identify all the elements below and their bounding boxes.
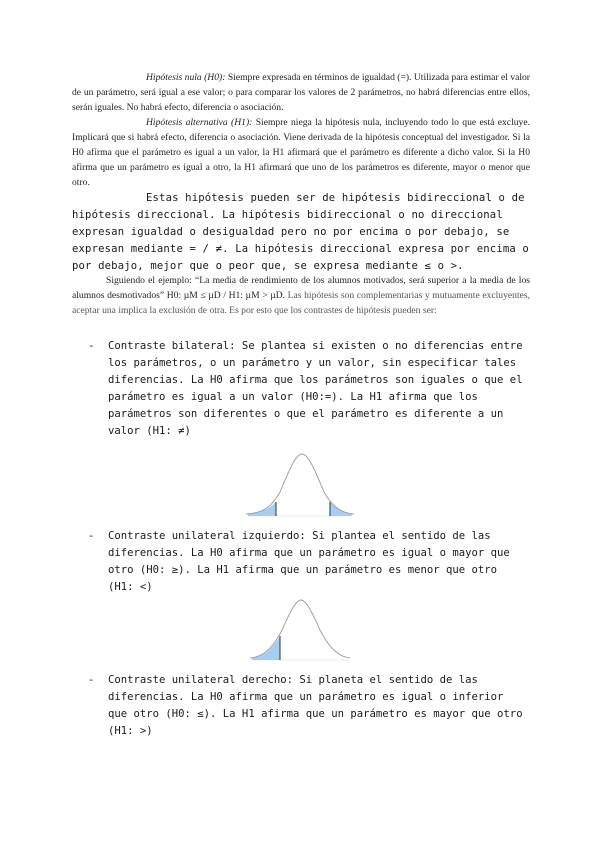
h1-text: Siempre niega la hipótesis nula, incluyendo todo lo que está excluye. Implicará que si habrá efecto, diferencia o asociación. Viene derivada de la hipótesis conceptual del investigador. Si la H0 afirma que el parámetro es igual a un valor, la H1 afirmará que el parámetro es diferente a dicho valor. Si la H0 afirma que un parámetro es igual a otro, la H1 afirmará que uno de los parámetros es diferente, mayor o menor que otro.: [72, 117, 530, 188]
tick-label: .: [300, 517, 301, 520]
bullet-bilateral-text: Contraste bilateral: Se plantea si existen o no diferencias entre los parámetros, o un parámetro y un valor, sin especificar tales diferencias. La H0 afirma que los parámetros son iguales o que el parámetro es igual a un valor (H0:=). La H1 afirma que los parámetros son diferentes o que el parámetro es diferente a un valor (H1: ≠): [108, 340, 523, 437]
bullet-unilateral-left-text: Contraste unilateral izquierdo: Si plantea el sentido de las diferencias. La H0 afirma que un parámetro es igual o mayor que otro (H0: ≥). La H1 afirma que un parámetro es menor que otro (H1: <): [108, 530, 510, 593]
bullet-dash: -: [88, 674, 95, 686]
example-text: Siguiendo el ejemplo: “La media de rendimiento de los alumnos motivados, será superior a la media de los alumnos desmotivados” H0: µM ≤ µD / H1: µM > µD.: [72, 275, 530, 301]
bilateral-curve-figure: [238, 452, 358, 520]
h1-label: Hipótesis alternativa (H1):: [146, 117, 253, 128]
bullet-unilateral-right-text: Contraste unilateral derecho: Si planeta el sentido de las diferencias. La H0 afirma que un parámetro es igual o inferior que otro (H0: ≤). La H1 afirma que un parámetro es mayor que otro (H1: >): [108, 674, 523, 737]
bullet-dash: -: [88, 530, 95, 542]
tick-label: .: [340, 517, 341, 520]
tick-label: .: [260, 517, 261, 520]
bullet-unilateral-left: [88, 528, 528, 596]
directional-text: Estas hipótesis pueden ser de hipótesis bidireccional o de hipótesis direccional. La hipótesis bidireccional o no direccional expresan igualdad o desigualdad pero no por encima o por debajo, se expresan mediante = / ≠. La hipótesis direccional expresa por encima o por debajo, mejor que o peor que, se expresa mediante ≤ o >.: [72, 192, 529, 272]
left-unilateral-curve-figure: [244, 596, 354, 666]
hypothesis-definitions: [72, 70, 530, 190]
bullet-unilateral-right: [88, 672, 528, 740]
normal-curve: [250, 600, 350, 658]
h0-paragraph: [72, 70, 530, 115]
bullet-bilateral: [88, 338, 528, 440]
h1-paragraph: [72, 115, 530, 190]
example-paragraph: [72, 273, 530, 318]
h0-label: Hipótesis nula (H0):: [146, 72, 226, 83]
right-tail-shade: [330, 502, 352, 516]
bullet-dash: -: [88, 340, 95, 352]
h0-text: Siempre expresada en términos de igualdad (=). Utilizada para estimar el valor de un parámetro, será igual a ese valor; o para comparar los valores de 2 parámetros, no habrá diferencias entre ellos, serán iguales. No habrá efecto, diferencia o asociación.: [72, 72, 530, 113]
normal-curve: [246, 454, 354, 514]
directional-paragraph: [72, 190, 532, 275]
example-rest: Las hipótesis son complementarias y mutuamente excluyentes, aceptar una implica la exclusión de otra. Es por esto que los contrastes de hipótesis pueden ser:: [72, 290, 530, 316]
